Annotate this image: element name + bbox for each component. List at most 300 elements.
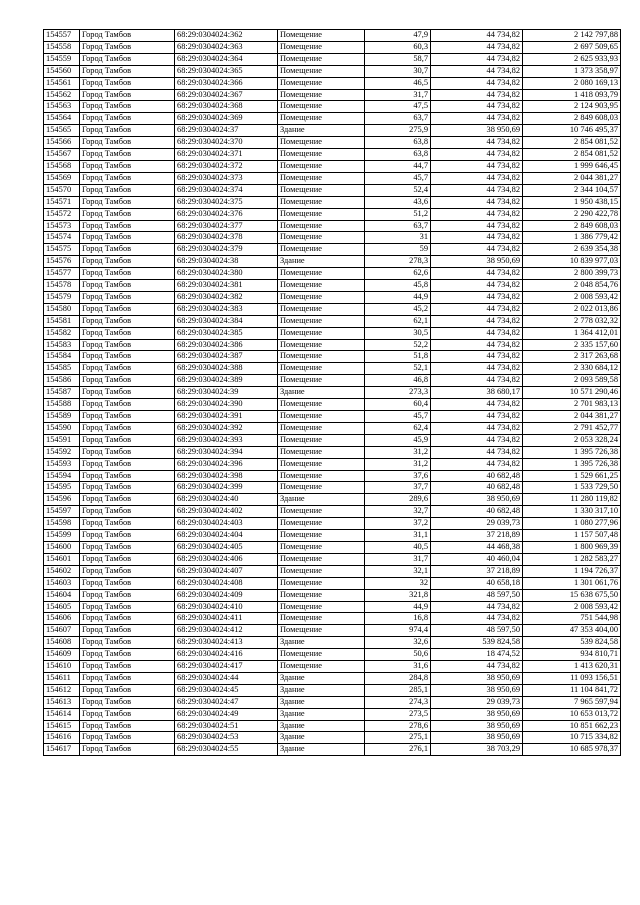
cadastral-number-cell: 68:29:0304024:393: [175, 434, 278, 446]
locality-cell: Город Тамбов: [80, 351, 175, 363]
area-cell: 46,5: [365, 77, 431, 89]
cadastral-number-cell: 68:29:0304024:379: [175, 244, 278, 256]
object-type-cell: Здание: [278, 256, 365, 268]
area-cell: 45,7: [365, 172, 431, 184]
row-number-cell: 154565: [44, 125, 80, 137]
cadastral-number-cell: 68:29:0304024:412: [175, 625, 278, 637]
locality-cell: Город Тамбов: [80, 649, 175, 661]
locality-cell: Город Тамбов: [80, 101, 175, 113]
row-number-cell: 154584: [44, 351, 80, 363]
row-number-cell: 154604: [44, 589, 80, 601]
table-row: [44, 172, 621, 184]
area-cell: 31,2: [365, 458, 431, 470]
locality-cell: Город Тамбов: [80, 482, 175, 494]
object-type-cell: Помещение: [278, 363, 365, 375]
unit-value-cell: 44 734,82: [431, 351, 523, 363]
table-row: [44, 625, 621, 637]
table-row: [44, 256, 621, 268]
unit-value-cell: 44 734,82: [431, 601, 523, 613]
object-type-cell: Помещение: [278, 565, 365, 577]
cadastral-number-cell: 68:29:0304024:47: [175, 696, 278, 708]
cadastral-value-cell: 11 093 156,51: [523, 672, 621, 684]
object-type-cell: Здание: [278, 720, 365, 732]
area-cell: 273,5: [365, 708, 431, 720]
locality-cell: Город Тамбов: [80, 446, 175, 458]
object-type-cell: Помещение: [278, 625, 365, 637]
object-type-cell: Здание: [278, 387, 365, 399]
object-type-cell: Помещение: [278, 339, 365, 351]
cadastral-number-cell: 68:29:0304024:398: [175, 470, 278, 482]
cadastral-value-cell: 2 697 509,65: [523, 41, 621, 53]
unit-value-cell: 40 682,48: [431, 506, 523, 518]
unit-value-cell: 38 950,69: [431, 708, 523, 720]
cadastral-value-cell: 10 839 977,03: [523, 256, 621, 268]
locality-cell: Город Тамбов: [80, 315, 175, 327]
unit-value-cell: 38 950,69: [431, 256, 523, 268]
table-row: [44, 232, 621, 244]
area-cell: 52,2: [365, 339, 431, 351]
row-number-cell: 154602: [44, 565, 80, 577]
area-cell: 278,3: [365, 256, 431, 268]
area-cell: 37,6: [365, 470, 431, 482]
object-type-cell: Помещение: [278, 613, 365, 625]
unit-value-cell: 38 950,69: [431, 720, 523, 732]
row-number-cell: 154583: [44, 339, 80, 351]
locality-cell: Город Тамбов: [80, 684, 175, 696]
row-number-cell: 154580: [44, 303, 80, 315]
area-cell: 31,6: [365, 661, 431, 673]
locality-cell: Город Тамбов: [80, 149, 175, 161]
unit-value-cell: 44 734,82: [431, 244, 523, 256]
cadastral-number-cell: 68:29:0304024:384: [175, 315, 278, 327]
table-row: [44, 446, 621, 458]
unit-value-cell: 44 734,82: [431, 422, 523, 434]
table-row: [44, 280, 621, 292]
cadastral-value-cell: 2 290 422,78: [523, 208, 621, 220]
row-number-cell: 154605: [44, 601, 80, 613]
area-cell: 62,1: [365, 315, 431, 327]
cadastral-number-cell: 68:29:0304024:391: [175, 411, 278, 423]
cadastral-value-cell: 2 142 797,88: [523, 30, 621, 42]
locality-cell: Город Тамбов: [80, 613, 175, 625]
row-number-cell: 154617: [44, 744, 80, 756]
row-number-cell: 154559: [44, 53, 80, 65]
cadastral-number-cell: 68:29:0304024:366: [175, 77, 278, 89]
object-type-cell: Помещение: [278, 589, 365, 601]
unit-value-cell: 37 218,89: [431, 530, 523, 542]
object-type-cell: Здание: [278, 125, 365, 137]
cadastral-number-cell: 68:29:0304024:39: [175, 387, 278, 399]
cadastral-number-cell: 68:29:0304024:413: [175, 637, 278, 649]
cadastral-number-cell: 68:29:0304024:45: [175, 684, 278, 696]
object-type-cell: Здание: [278, 684, 365, 696]
area-cell: 51,2: [365, 208, 431, 220]
object-type-cell: Помещение: [278, 113, 365, 125]
row-number-cell: 154567: [44, 149, 80, 161]
object-type-cell: Помещение: [278, 280, 365, 292]
area-cell: 285,1: [365, 684, 431, 696]
table-row: [44, 101, 621, 113]
object-type-cell: Помещение: [278, 303, 365, 315]
unit-value-cell: 37 218,89: [431, 565, 523, 577]
object-type-cell: Помещение: [278, 53, 365, 65]
table-row: [44, 696, 621, 708]
row-number-cell: 154601: [44, 553, 80, 565]
row-number-cell: 154560: [44, 65, 80, 77]
locality-cell: Город Тамбов: [80, 196, 175, 208]
unit-value-cell: 44 734,82: [431, 208, 523, 220]
object-type-cell: Помещение: [278, 65, 365, 77]
table-row: [44, 601, 621, 613]
row-number-cell: 154564: [44, 113, 80, 125]
locality-cell: Город Тамбов: [80, 672, 175, 684]
area-cell: 51,8: [365, 351, 431, 363]
row-number-cell: 154607: [44, 625, 80, 637]
locality-cell: Город Тамбов: [80, 77, 175, 89]
cadastral-number-cell: 68:29:0304024:381: [175, 280, 278, 292]
row-number-cell: 154572: [44, 208, 80, 220]
table-row: [44, 649, 621, 661]
object-type-cell: Помещение: [278, 327, 365, 339]
cadastral-number-cell: 68:29:0304024:376: [175, 208, 278, 220]
table-row: [44, 53, 621, 65]
row-number-cell: 154599: [44, 530, 80, 542]
cadastral-number-cell: 68:29:0304024:408: [175, 577, 278, 589]
object-type-cell: Помещение: [278, 244, 365, 256]
cadastral-number-cell: 68:29:0304024:394: [175, 446, 278, 458]
locality-cell: Город Тамбов: [80, 589, 175, 601]
locality-cell: Город Тамбов: [80, 291, 175, 303]
table-row: [44, 661, 621, 673]
locality-cell: Город Тамбов: [80, 220, 175, 232]
area-cell: 63,8: [365, 149, 431, 161]
cadastral-value-cell: 10 746 495,37: [523, 125, 621, 137]
unit-value-cell: 48 597,50: [431, 589, 523, 601]
cadastral-number-cell: 68:29:0304024:368: [175, 101, 278, 113]
table-row: [44, 149, 621, 161]
unit-value-cell: 44 734,82: [431, 113, 523, 125]
table-row: [44, 244, 621, 256]
row-number-cell: 154586: [44, 375, 80, 387]
area-cell: 273,3: [365, 387, 431, 399]
unit-value-cell: 29 039,73: [431, 518, 523, 530]
unit-value-cell: 44 734,82: [431, 446, 523, 458]
cadastral-number-cell: 68:29:0304024:392: [175, 422, 278, 434]
unit-value-cell: 44 468,38: [431, 541, 523, 553]
object-type-cell: Помещение: [278, 291, 365, 303]
cadastral-value-cell: 2 778 032,32: [523, 315, 621, 327]
cadastral-value-cell: 2 317 263,68: [523, 351, 621, 363]
row-number-cell: 154611: [44, 672, 80, 684]
object-type-cell: Помещение: [278, 268, 365, 280]
cadastral-number-cell: 68:29:0304024:44: [175, 672, 278, 684]
cadastral-value-cell: 2 849 608,03: [523, 113, 621, 125]
unit-value-cell: 44 734,82: [431, 291, 523, 303]
object-type-cell: Помещение: [278, 399, 365, 411]
locality-cell: Город Тамбов: [80, 375, 175, 387]
cadastral-number-cell: 68:29:0304024:367: [175, 89, 278, 101]
row-number-cell: 154558: [44, 41, 80, 53]
unit-value-cell: 44 734,82: [431, 268, 523, 280]
area-cell: 974,4: [365, 625, 431, 637]
row-number-cell: 154568: [44, 160, 80, 172]
table-row: [44, 482, 621, 494]
area-cell: 30,5: [365, 327, 431, 339]
table-row: [44, 744, 621, 756]
area-cell: 31: [365, 232, 431, 244]
cadastral-number-cell: 68:29:0304024:386: [175, 339, 278, 351]
locality-cell: Город Тамбов: [80, 113, 175, 125]
cadastral-value-cell: 1 999 646,45: [523, 160, 621, 172]
locality-cell: Город Тамбов: [80, 637, 175, 649]
cadastral-value-cell: 1 533 729,50: [523, 482, 621, 494]
area-cell: 278,6: [365, 720, 431, 732]
locality-cell: Город Тамбов: [80, 208, 175, 220]
cadastral-number-cell: 68:29:0304024:406: [175, 553, 278, 565]
locality-cell: Город Тамбов: [80, 89, 175, 101]
cadastral-value-cell: 751 544,98: [523, 613, 621, 625]
table-row: [44, 553, 621, 565]
area-cell: 62,4: [365, 422, 431, 434]
cadastral-number-cell: 68:29:0304024:55: [175, 744, 278, 756]
cadastral-value-cell: 2 008 593,42: [523, 291, 621, 303]
area-cell: 321,8: [365, 589, 431, 601]
table-row: [44, 339, 621, 351]
area-cell: 40,5: [365, 541, 431, 553]
locality-cell: Город Тамбов: [80, 530, 175, 542]
row-number-cell: 154582: [44, 327, 80, 339]
area-cell: 30,7: [365, 65, 431, 77]
object-type-cell: Здание: [278, 672, 365, 684]
object-type-cell: Помещение: [278, 101, 365, 113]
row-number-cell: 154577: [44, 268, 80, 280]
cadastral-number-cell: 68:29:0304024:372: [175, 160, 278, 172]
table-row: [44, 327, 621, 339]
unit-value-cell: 44 734,82: [431, 172, 523, 184]
area-cell: 274,3: [365, 696, 431, 708]
unit-value-cell: 44 734,82: [431, 137, 523, 149]
area-cell: 37,7: [365, 482, 431, 494]
area-cell: 31,1: [365, 530, 431, 542]
unit-value-cell: 44 734,82: [431, 53, 523, 65]
row-number-cell: 154585: [44, 363, 80, 375]
unit-value-cell: 44 734,82: [431, 458, 523, 470]
row-number-cell: 154571: [44, 196, 80, 208]
cadastral-value-cell: 2 330 684,12: [523, 363, 621, 375]
row-number-cell: 154561: [44, 77, 80, 89]
cadastral-value-cell: 2 639 354,38: [523, 244, 621, 256]
table-row: [44, 315, 621, 327]
cadastral-value-cell: 10 571 290,46: [523, 387, 621, 399]
unit-value-cell: 44 734,82: [431, 196, 523, 208]
unit-value-cell: 44 734,82: [431, 399, 523, 411]
locality-cell: Город Тамбов: [80, 494, 175, 506]
locality-cell: Город Тамбов: [80, 434, 175, 446]
locality-cell: Город Тамбов: [80, 565, 175, 577]
cadastral-value-cell: 2 344 104,57: [523, 184, 621, 196]
area-cell: 44,9: [365, 601, 431, 613]
cadastral-value-cell: 1 395 726,38: [523, 458, 621, 470]
table-row: [44, 77, 621, 89]
locality-cell: Город Тамбов: [80, 339, 175, 351]
locality-cell: Город Тамбов: [80, 553, 175, 565]
unit-value-cell: 44 734,82: [431, 149, 523, 161]
row-number-cell: 154587: [44, 387, 80, 399]
cadastral-value-cell: 10 715 334,82: [523, 732, 621, 744]
cadastral-number-cell: 68:29:0304024:374: [175, 184, 278, 196]
locality-cell: Город Тамбов: [80, 327, 175, 339]
cadastral-value-cell: 10 851 662,23: [523, 720, 621, 732]
cadastral-value-cell: 2 080 169,13: [523, 77, 621, 89]
cadastral-value-cell: 7 965 597,94: [523, 696, 621, 708]
row-number-cell: 154576: [44, 256, 80, 268]
cadastral-number-cell: 68:29:0304024:404: [175, 530, 278, 542]
row-number-cell: 154613: [44, 696, 80, 708]
area-cell: 275,9: [365, 125, 431, 137]
unit-value-cell: 44 734,82: [431, 89, 523, 101]
row-number-cell: 154575: [44, 244, 80, 256]
locality-cell: Город Тамбов: [80, 470, 175, 482]
cadastral-value-cell: 10 685 978,37: [523, 744, 621, 756]
area-cell: 43,6: [365, 196, 431, 208]
object-type-cell: Помещение: [278, 351, 365, 363]
row-number-cell: 154573: [44, 220, 80, 232]
object-type-cell: Помещение: [278, 208, 365, 220]
table-row: [44, 65, 621, 77]
unit-value-cell: 44 734,82: [431, 315, 523, 327]
locality-cell: Город Тамбов: [80, 541, 175, 553]
cadastral-value-cell: 1 950 438,15: [523, 196, 621, 208]
object-type-cell: Помещение: [278, 77, 365, 89]
unit-value-cell: 18 474,52: [431, 649, 523, 661]
object-type-cell: Здание: [278, 637, 365, 649]
locality-cell: Город Тамбов: [80, 518, 175, 530]
cadastral-value-cell: 2 854 081,52: [523, 149, 621, 161]
object-type-cell: Помещение: [278, 411, 365, 423]
cadastral-number-cell: 68:29:0304024:51: [175, 720, 278, 732]
row-number-cell: 154594: [44, 470, 80, 482]
cadastral-value-cell: 1 301 061,76: [523, 577, 621, 589]
table-row: [44, 41, 621, 53]
cadastral-number-cell: 68:29:0304024:369: [175, 113, 278, 125]
row-number-cell: 154614: [44, 708, 80, 720]
row-number-cell: 154590: [44, 422, 80, 434]
unit-value-cell: 44 734,82: [431, 184, 523, 196]
locality-cell: Город Тамбов: [80, 363, 175, 375]
unit-value-cell: 44 734,82: [431, 339, 523, 351]
object-type-cell: Помещение: [278, 601, 365, 613]
unit-value-cell: 44 734,82: [431, 220, 523, 232]
locality-cell: Город Тамбов: [80, 65, 175, 77]
area-cell: 37,2: [365, 518, 431, 530]
locality-cell: Город Тамбов: [80, 661, 175, 673]
cadastral-value-table: [43, 29, 621, 756]
table-row: [44, 708, 621, 720]
cadastral-number-cell: 68:29:0304024:409: [175, 589, 278, 601]
area-cell: 275,1: [365, 732, 431, 744]
row-number-cell: 154608: [44, 637, 80, 649]
object-type-cell: Помещение: [278, 446, 365, 458]
area-cell: 32: [365, 577, 431, 589]
table-row: [44, 303, 621, 315]
unit-value-cell: 44 734,82: [431, 363, 523, 375]
cadastral-value-cell: 1 330 317,10: [523, 506, 621, 518]
locality-cell: Город Тамбов: [80, 232, 175, 244]
unit-value-cell: 40 460,04: [431, 553, 523, 565]
object-type-cell: Помещение: [278, 30, 365, 42]
unit-value-cell: 44 734,82: [431, 30, 523, 42]
area-cell: 45,7: [365, 411, 431, 423]
table-row: [44, 458, 621, 470]
table-row: [44, 268, 621, 280]
locality-cell: Город Тамбов: [80, 53, 175, 65]
unit-value-cell: 38 950,69: [431, 672, 523, 684]
cadastral-value-cell: 47 353 404,00: [523, 625, 621, 637]
object-type-cell: Помещение: [278, 184, 365, 196]
row-number-cell: 154581: [44, 315, 80, 327]
unit-value-cell: 44 734,82: [431, 613, 523, 625]
unit-value-cell: 539 824,58: [431, 637, 523, 649]
object-type-cell: Помещение: [278, 172, 365, 184]
cadastral-value-cell: 2 053 328,24: [523, 434, 621, 446]
row-number-cell: 154562: [44, 89, 80, 101]
cadastral-number-cell: 68:29:0304024:373: [175, 172, 278, 184]
table-row: [44, 137, 621, 149]
cadastral-value-cell: 539 824,58: [523, 637, 621, 649]
row-number-cell: 154563: [44, 101, 80, 113]
object-type-cell: Помещение: [278, 41, 365, 53]
cadastral-value-cell: 1 529 661,25: [523, 470, 621, 482]
object-type-cell: Здание: [278, 494, 365, 506]
cadastral-value-cell: 2 625 933,93: [523, 53, 621, 65]
unit-value-cell: 44 734,82: [431, 661, 523, 673]
unit-value-cell: 40 658,18: [431, 577, 523, 589]
object-type-cell: Помещение: [278, 232, 365, 244]
row-number-cell: 154557: [44, 30, 80, 42]
table-row: [44, 565, 621, 577]
cadastral-number-cell: 68:29:0304024:378: [175, 232, 278, 244]
cadastral-number-cell: 68:29:0304024:411: [175, 613, 278, 625]
table-row: [44, 470, 621, 482]
cadastral-number-cell: 68:29:0304024:363: [175, 41, 278, 53]
table-row: [44, 125, 621, 137]
table-row: [44, 411, 621, 423]
cadastral-number-cell: 68:29:0304024:405: [175, 541, 278, 553]
row-number-cell: 154596: [44, 494, 80, 506]
locality-cell: Город Тамбов: [80, 411, 175, 423]
table-row: [44, 720, 621, 732]
area-cell: 289,6: [365, 494, 431, 506]
object-type-cell: Помещение: [278, 553, 365, 565]
cadastral-value-cell: 1 364 412,01: [523, 327, 621, 339]
row-number-cell: 154615: [44, 720, 80, 732]
table-row: [44, 89, 621, 101]
unit-value-cell: 38 950,69: [431, 125, 523, 137]
area-cell: 31,7: [365, 553, 431, 565]
locality-cell: Город Тамбов: [80, 172, 175, 184]
locality-cell: Город Тамбов: [80, 137, 175, 149]
object-type-cell: Здание: [278, 708, 365, 720]
row-number-cell: 154578: [44, 280, 80, 292]
area-cell: 60,4: [365, 399, 431, 411]
object-type-cell: Помещение: [278, 89, 365, 101]
area-cell: 59: [365, 244, 431, 256]
unit-value-cell: 38 950,69: [431, 732, 523, 744]
unit-value-cell: 44 734,82: [431, 434, 523, 446]
unit-value-cell: 44 734,82: [431, 101, 523, 113]
table-row: [44, 518, 621, 530]
table-row: [44, 732, 621, 744]
